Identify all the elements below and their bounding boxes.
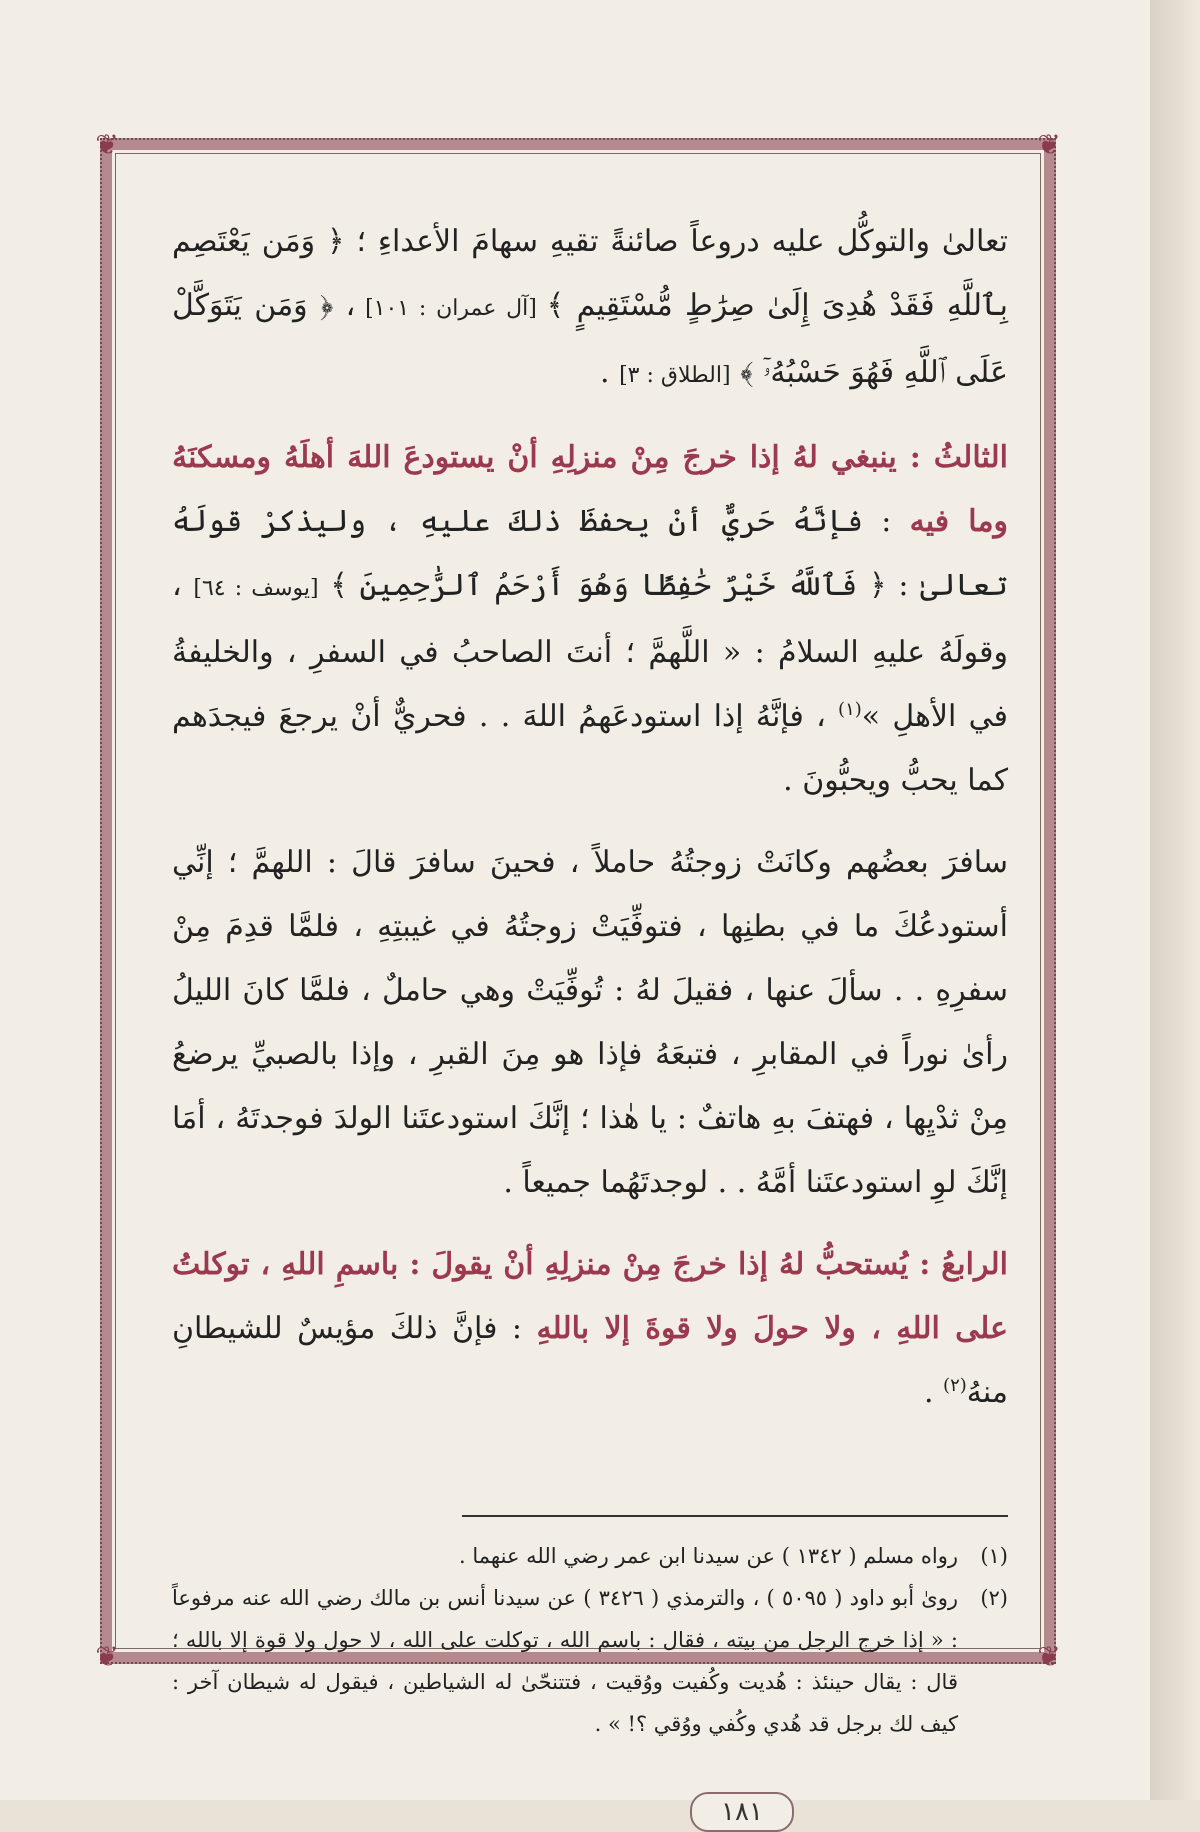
footnote-number: (٢) — [980, 1586, 1008, 1610]
paragraph-1-end: . — [600, 355, 620, 390]
fleur-corner-icon: ❦ — [95, 1640, 119, 1673]
paragraph-4-text: : فإنَّ ذلكَ مؤيسٌ للشيطانِ منهُ — [172, 1311, 1008, 1410]
paragraph-4 — [172, 1233, 1008, 1425]
footnote-item — [172, 1535, 1008, 1577]
footnote-text: رواه مسلم ( ١٣٤٢ ) عن سيدنا ابن عمر رضي الله عنهما . — [459, 1544, 958, 1568]
quran-reference: [الطلاق : ٣] — [619, 363, 731, 388]
paragraph-2-end: ، فإنَّهُ إذا استودعَهمُ اللهَ . . فحريٌّ أنْ يرجعَ فيجدَهم كما يحبُّ ويحبُّونَ . — [172, 699, 1008, 798]
footnote-marker[interactable]: (٢) — [943, 1375, 967, 1396]
footnote-text: روىٰ أبو داود ( ٥٠٩٥ ) ، والترمذي ( ٣٤٢٦ ) عن سيدنا أنس بن مالك رضي الله عنه مرفوعاً : « إذا خرج الرجل من بيته ، فقال : باسم الله ، توكلت على الله ، لا حول ولا قوة إلا بالله ؛ قال : يقال حينئذ : هُديت وكُفيت ووُقيت ، فتتنحّىٰ له الشياطين ، فيقول له شيطان آخر : كيف لك برجل قد هُدي وكُفي ووُقي ؟! » . — [172, 1586, 958, 1736]
main-text — [172, 210, 1008, 1443]
paragraph-3-text: سافرَ بعضُهم وكانَتْ زوجتُهُ حاملاً ، فحينَ سافرَ قالَ : اللهمَّ ؛ إنِّي أستودعُكَ ما في بطنِها ، فتوفِّيَتْ زوجتُهُ في غيبتِهِ ، فلمَّا قدِمَ مِنْ سفرِهِ . . سألَ عنها ، فقيلَ لهُ : تُوفِّيَتْ وهي حاملٌ ، فلمَّا كانَ الليلُ رأىٰ نوراً في المقابرِ ، فتبعَهُ فإذا هو مِنَ القبرِ ، وإذا بالصبيِّ يرضعُ مِنْ ثدْيِها ، فهتفَ بهِ هاتفٌ : يا هٰذا ؛ إنَّكَ استودعتَنا الولدَ فوجدتَهُ ، أمَا إنَّكَ لوِ استودعتَنا أمَّهُ . . لوجدتَهُما جميعاً . — [172, 845, 1008, 1200]
section-heading-third: الثالثُ : ينبغي لهُ إذا خرجَ مِنْ منزلِهِ أنْ يستودعَ اللهَ أهلَهُ ومسكنَهُ وما فيه — [172, 440, 1009, 539]
paragraph-1-quote: ، ﴿ وَمَن يَتَوَكَّلْ عَلَى ٱللَّهِ فَهُوَ حَسْبُهُۥٓ ﴾ — [172, 288, 1008, 390]
paragraph-2 — [172, 426, 1008, 813]
footnotes — [172, 1535, 1008, 1745]
paragraph-1-text: تعالىٰ والتوكُّل عليه دروعاً صائنةً تقيهِ سهامَ الأعداءِ ؛ ﴿ وَمَن يَعْتَصِم بِٱللَّهِ فَقَدْ هُدِىَ إِلَىٰ صِرَٰطٍ مُّسْتَقِيمٍ ﴾ — [172, 224, 1008, 323]
fleur-corner-icon: ❦ — [1037, 128, 1061, 161]
fleur-corner-icon: ❦ — [95, 128, 119, 161]
section-heading-fourth: الرابعُ : يُستحبُّ لهُ إذا خرجَ مِنْ منزلِهِ أنْ يقولَ : باسمِ اللهِ ، توكلتُ على اللهِ ، ولا حولَ ولا قوةَ إلا باللهِ — [172, 1247, 1008, 1346]
quran-reference: [آل عمران : ١٠١] — [355, 296, 547, 321]
fleur-corner-icon: ❦ — [1037, 1640, 1061, 1673]
footnote-divider — [462, 1515, 1008, 1517]
paragraph-1 — [172, 210, 1008, 408]
quran-reference: [يوسف : ٦٤] — [193, 576, 319, 601]
paragraph-2-text: : فإنَّهُ حَريٌّ أنْ يحفظَ ذلكَ عليهِ ، وليذكرْ قولَهُ تعالىٰ : ﴿ فَٱللَّهُ خَيْرٌ حَٰفِظًا وَهُوَ أَرْحَمُ ٱلرَّٰحِمِينَ ﴾ — [172, 504, 1009, 603]
page-number: ١٨١ — [690, 1792, 794, 1832]
footnote-number: (١) — [980, 1544, 1008, 1568]
paragraph-3 — [172, 831, 1008, 1215]
ornamental-frame — [95, 128, 1061, 1827]
page-edge — [1150, 0, 1200, 1800]
footnote-marker[interactable]: (١) — [838, 699, 862, 720]
paragraph-2-hadith: ، وقولَهُ عليهِ السلامُ : « اللَّهمَّ ؛ أنتَ الصاحبُ في السفرِ ، والخليفةُ في الأهلِ » — [172, 568, 1008, 734]
footnote-item — [172, 1577, 1008, 1745]
paragraph-4-end: . — [923, 1375, 944, 1410]
